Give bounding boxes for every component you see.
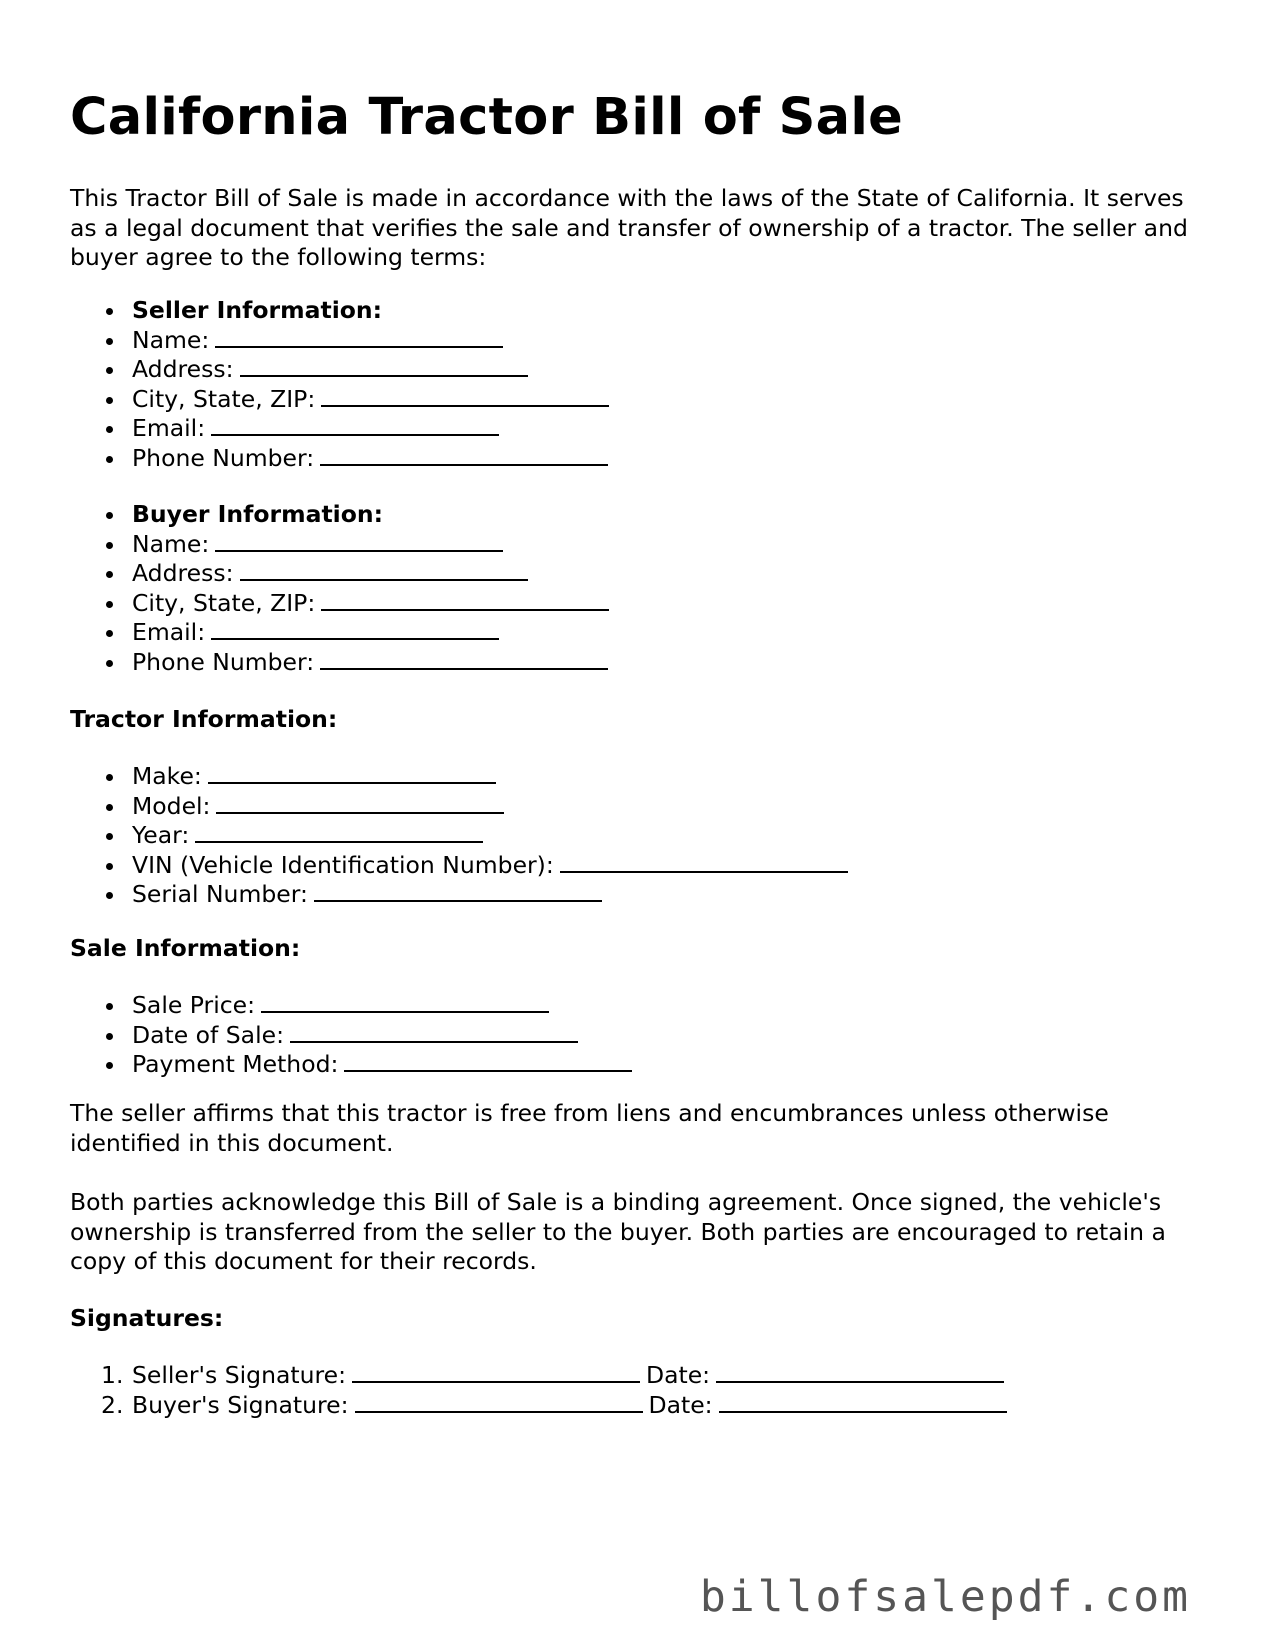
seller-name-blank[interactable] (215, 326, 503, 348)
list-number: 2. (101, 1390, 124, 1419)
seller-phone-field (70, 444, 609, 474)
buyer-phone-blank[interactable] (320, 648, 608, 670)
buyer-name-label: Name: (132, 529, 210, 558)
tractor-vin-label: VIN (Vehicle Identification Number): (132, 850, 554, 879)
buyer-address-label: Address: (132, 559, 234, 587)
buyer-signature-blank[interactable] (355, 1391, 643, 1413)
seller-phone-blank[interactable] (320, 444, 608, 466)
sale-date-label: Date of Sale: (132, 1020, 284, 1049)
buyer-address-field (70, 559, 609, 589)
buyer-signature-line (70, 1391, 1007, 1421)
signatures-heading: Signatures: (70, 1304, 224, 1332)
tractor-info-heading: Tractor Information: (70, 705, 338, 733)
seller-address-field (70, 355, 609, 385)
buyer-info-list (70, 500, 609, 677)
buyer-date-label: Date: (648, 1390, 713, 1419)
buyer-name-blank[interactable] (215, 530, 503, 552)
tractor-model-label: Model: (132, 791, 211, 820)
sale-date-blank[interactable] (290, 1021, 578, 1043)
buyer-email-blank[interactable] (211, 618, 499, 640)
intro-paragraph: This Tractor Bill of Sale is made in accordance with the laws of the State of California. It serves as a legal document that verifies the sale and transfer of ownership of a tractor. The seller and buyer agree to the following terms: (70, 184, 1188, 271)
seller-heading (70, 296, 609, 326)
seller-name-label: Name: (132, 325, 210, 354)
seller-date-label: Date: (646, 1361, 711, 1389)
payment-method-label: Payment Method: (132, 1050, 339, 1078)
buyer-city-state-zip-label: City, State, ZIP: (132, 588, 316, 617)
buyer-signature-label: Buyer's Signature: (132, 1390, 349, 1419)
tractor-model-field (70, 792, 848, 822)
seller-city-state-zip-blank[interactable] (321, 385, 609, 407)
buyer-email-label: Email: (132, 618, 206, 646)
tractor-make-label: Make: (132, 762, 202, 790)
seller-city-state-zip-label: City, State, ZIP: (132, 384, 316, 413)
seller-heading-label: Seller Information: (132, 296, 383, 324)
site-watermark: billofsalepdf.com (699, 1572, 1191, 1622)
buyer-address-blank[interactable] (240, 559, 528, 581)
tractor-serial-blank[interactable] (314, 880, 602, 902)
list-number: 1. (101, 1361, 124, 1389)
seller-date-blank[interactable] (716, 1361, 1004, 1383)
seller-city-state-zip-field (70, 385, 609, 415)
tractor-make-blank[interactable] (208, 762, 496, 784)
buyer-phone-label: Phone Number: (132, 647, 315, 676)
tractor-year-field (70, 821, 848, 851)
buyer-date-blank[interactable] (719, 1391, 1007, 1413)
signatures-list (70, 1361, 1007, 1420)
buyer-email-field (70, 618, 609, 648)
seller-name-field (70, 326, 609, 356)
sale-price-field (70, 991, 632, 1021)
tractor-year-blank[interactable] (195, 821, 483, 843)
buyer-city-state-zip-blank[interactable] (321, 589, 609, 611)
sale-date-field (70, 1021, 632, 1051)
tractor-vin-blank[interactable] (560, 851, 848, 873)
buyer-name-field (70, 530, 609, 560)
sale-price-blank[interactable] (261, 991, 549, 1013)
seller-info-list (70, 296, 609, 473)
seller-signature-label: Seller's Signature: (132, 1361, 347, 1389)
tractor-serial-field (70, 880, 848, 910)
tractor-model-blank[interactable] (216, 792, 504, 814)
seller-phone-label: Phone Number: (132, 443, 315, 472)
seller-address-blank[interactable] (240, 355, 528, 377)
seller-signature-blank[interactable] (352, 1361, 640, 1383)
seller-signature-line (70, 1361, 1007, 1391)
tractor-info-list (70, 762, 848, 910)
buyer-heading (70, 500, 609, 530)
buyer-city-state-zip-field (70, 589, 609, 619)
sale-info-heading: Sale Information: (70, 934, 301, 962)
buyer-heading-label: Buyer Information: (132, 500, 384, 528)
acknowledgement-paragraph: Both parties acknowledge this Bill of Sale is a binding agreement. Once signed, the vehicle's ownership is transferred from the seller to the buyer. Both parties are encouraged to retain a copy of this document for their records. (70, 1188, 1166, 1275)
payment-method-blank[interactable] (344, 1050, 632, 1072)
buyer-phone-field (70, 648, 609, 678)
seller-address-label: Address: (132, 355, 234, 383)
sale-info-list (70, 991, 632, 1080)
seller-email-label: Email: (132, 414, 206, 442)
liens-paragraph: The seller affirms that this tractor is free from liens and encumbrances unless otherwise identified in this document. (70, 1099, 1109, 1157)
page-title: California Tractor Bill of Sale (70, 88, 904, 147)
seller-email-blank[interactable] (211, 414, 499, 436)
tractor-year-label: Year: (132, 821, 190, 849)
tractor-vin-field (70, 851, 848, 881)
seller-email-field (70, 414, 609, 444)
tractor-make-field (70, 762, 848, 792)
payment-method-field (70, 1050, 632, 1080)
tractor-serial-label: Serial Number: (132, 880, 308, 908)
sale-price-label: Sale Price: (132, 991, 256, 1019)
